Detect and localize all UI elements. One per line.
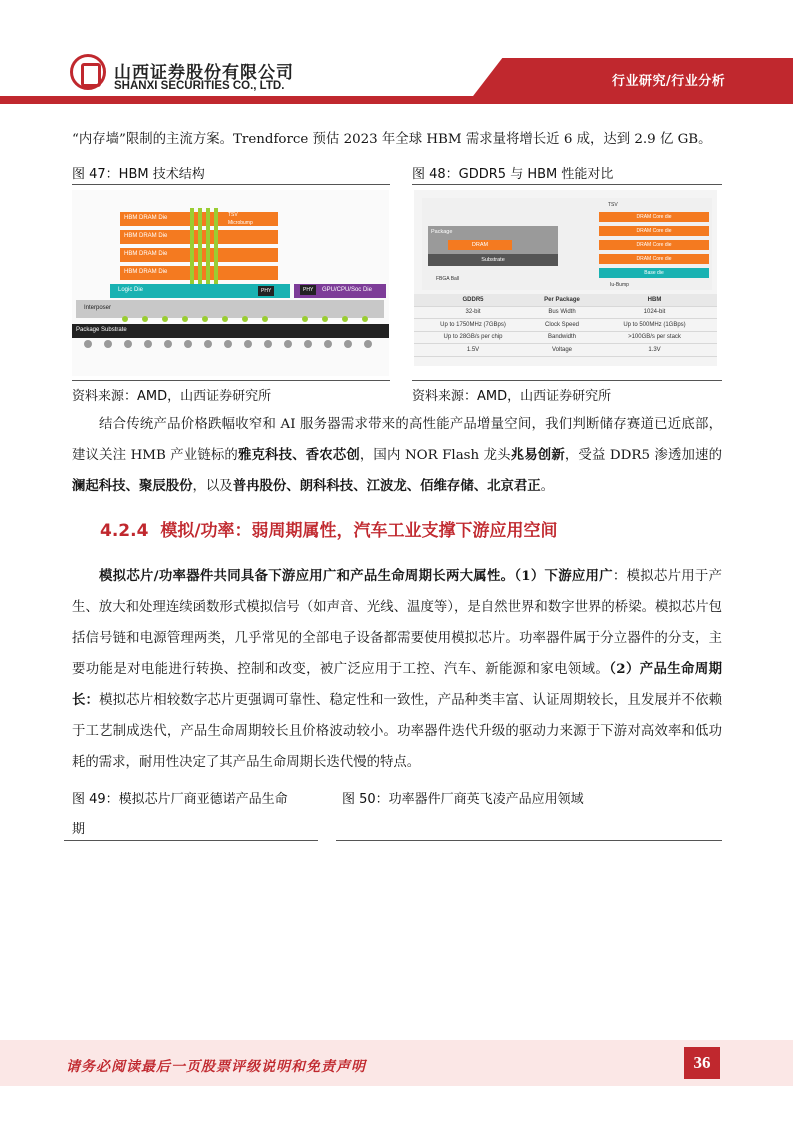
fig50-rule <box>336 840 722 841</box>
table-cell: Bandwidth <box>547 334 577 341</box>
table-cell: 32-bit <box>465 309 481 316</box>
paragraph-storage-outlook <box>72 409 722 502</box>
section-title: 模拟/功率：弱周期属性，汽车工业支撑下游应用空间 <box>160 521 558 541</box>
company-name-cn: 山西证券股份有限公司 <box>114 63 294 83</box>
section-heading <box>100 516 558 541</box>
microbump-label: Microbump <box>228 220 253 226</box>
table-cell: 1.5V <box>466 346 480 353</box>
header-ribbon <box>0 96 793 104</box>
fig47-caption: 图 47：HBM 技术结构 <box>72 167 205 182</box>
para-bold: 雅克科技、香农芯创 <box>237 447 360 463</box>
para-text: ，受益 DDR5 渗透加速的 <box>564 448 722 463</box>
table-row <box>414 344 717 357</box>
para-text: ，国内 NOR Flash 龙头 <box>359 448 511 463</box>
fig49-rule <box>64 840 318 841</box>
phy-block: PHY <box>258 286 274 296</box>
fbga-label: FBGA Ball <box>436 276 460 282</box>
tsv-label: TSV <box>228 212 238 218</box>
fig48-source: 资料来源：AMD，山西证券研究所 <box>412 389 612 404</box>
logic-die: Logic Die <box>110 284 290 298</box>
table-cell: >100GB/s per stack <box>628 334 681 341</box>
tsv-column <box>190 208 194 284</box>
table-header: GDDR5 <box>462 296 484 303</box>
table-row <box>414 332 717 345</box>
fig47-source: 资料来源：AMD，山西证券研究所 <box>72 389 272 404</box>
table-cell: Up to 28GB/s per chip <box>443 334 503 341</box>
fig49-caption-cont: 期 <box>72 822 86 837</box>
para-text: ，以及 <box>192 479 233 494</box>
tsv-column <box>214 208 218 284</box>
table-header: HBM <box>647 296 662 303</box>
tsv-label: TSV <box>608 202 618 208</box>
gpu-die-label: GPU/CPU/Soc Die <box>321 287 372 293</box>
fig48-caption: 图 48：GDDR5 与 HBM 性能对比 <box>412 167 614 182</box>
table-row <box>414 319 717 332</box>
para-bold: （2）产品生命周期长： <box>72 661 722 708</box>
tsv-column <box>206 208 210 284</box>
table-header: Per Package <box>544 296 580 303</box>
company-name-en: SHANXI SECURITIES CO., LTD. <box>114 80 285 92</box>
base-die: Base die <box>599 268 709 278</box>
para-text: ：模拟芯片用于产生、放大和处理连续函数形式模拟信号（如声音、光线、温度等），是自然世界和数字世界的桥梁。模拟芯片包括信号链和电源管理两类，几乎常见的全部电子设备都需要使用模拟芯片。功率器件属于分立器件的分支，主要功能是对电能进行转换、控制和改变，被广泛应用于工控、汽车、新能源和家电领域。 <box>72 569 722 677</box>
table-cell: Up to 500MHz (1GBps) <box>623 321 686 328</box>
intro-line: “内存墙”限制的主流方案。Trendforce 预估 2023 年全球 HBM 需求量将增长近 6 成，达到 2.9 亿 GB。 <box>72 132 712 147</box>
ubump-label: Iu-Bump <box>610 282 629 288</box>
package-block: Package <box>428 226 558 266</box>
report-tag: 行业研究/行业分析 <box>612 74 726 89</box>
dram-block: DRAM <box>448 240 512 250</box>
fig50-caption: 图 50：功率器件厂商英飞凌产品应用领域 <box>342 792 584 807</box>
gpu-die <box>294 284 386 298</box>
hbm-dram-die: HBM DRAM Die <box>120 230 278 244</box>
para-text: 模拟芯片相较数字芯片更强调可靠性、稳定性和一致性，产品种类丰富、认证周期较长，且发展并不依赖于工艺制成迭代，产品生命周期较长且价格波动较小。功率器件迭代升级的驱动力来源于下游对高效率和低功耗的需求，耐用性决定了其产品生命周期长迭代慢的特点。 <box>72 693 723 770</box>
paragraph-analog-power <box>72 561 722 778</box>
page-header <box>0 0 793 104</box>
table-row <box>414 307 717 320</box>
hbm-dram-die: HBM DRAM Die <box>120 212 278 226</box>
para-bold: 澜起科技、聚辰股份 <box>72 478 193 494</box>
tsv-column <box>198 208 202 284</box>
hbm-dram-die: HBM DRAM Die <box>120 266 278 280</box>
dram-core-die: DRAM Core die <box>599 254 709 264</box>
para-text: 。 <box>540 479 555 494</box>
para-bold: 兆易创新 <box>510 447 565 463</box>
substrate-block: Substrate <box>428 254 558 266</box>
fig48-gddr5-hbm-diagram <box>414 190 717 366</box>
fig47-rule <box>72 184 390 185</box>
company-logo-icon <box>70 54 106 90</box>
fig48-bottom-rule <box>412 380 722 381</box>
fig48-rule <box>412 184 722 185</box>
fig49-caption: 图 49：模拟芯片厂商亚德诺产品生命 <box>72 792 288 807</box>
table-cell: Bus Width <box>548 309 576 316</box>
table-cell: Up to 1750MHz (7GBps) <box>440 321 506 328</box>
dram-core-die: DRAM Core die <box>599 240 709 250</box>
package-substrate: Package Substrate <box>72 324 389 338</box>
hbm-dram-die: HBM DRAM Die <box>120 248 278 262</box>
table-cell: Clock Speed <box>544 321 580 328</box>
table-cell: 1.3V <box>648 346 661 353</box>
comparison-table <box>414 294 717 357</box>
fig47-hbm-diagram <box>72 190 389 376</box>
table-header-row <box>414 294 717 307</box>
section-number: 4.2.4 <box>100 521 149 541</box>
table-cell: 1024-bit <box>643 309 666 316</box>
fig47-bottom-rule <box>72 380 390 381</box>
dram-core-die: DRAM Core die <box>599 226 709 236</box>
interposer: Interposer <box>76 300 384 318</box>
dram-core-die: DRAM Core die <box>599 212 709 222</box>
footer-disclaimer: 请务必阅读最后一页股票评级说明和免责声明 <box>66 1059 366 1075</box>
table-cell: Voltage <box>551 346 573 353</box>
para-bold: 普冉股份、朗科科技、江波龙、佰维存储、北京君正 <box>232 478 541 494</box>
phy-block: PHY <box>300 285 316 295</box>
para-text: 结合传统产品价格跌幅收窄和 AI 服务器需求带来的高性能产品增量空间，我们判断储存赛道已近底部，建议关注 HMB 产业链标的 <box>72 417 722 463</box>
page-number: 36 <box>684 1047 720 1079</box>
para-bold: 模拟芯片/功率器件共同具备下游应用广和产品生命周期长两大属性。（1）下游应用广 <box>99 568 613 584</box>
